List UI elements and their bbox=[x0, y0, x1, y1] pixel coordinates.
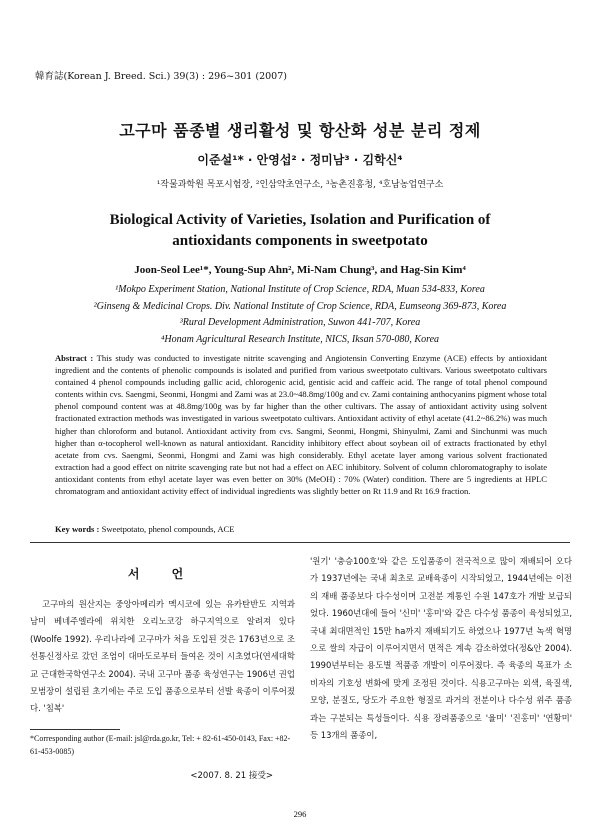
intro-left-column bbox=[30, 596, 295, 718]
intro-paragraph: 고구마의 원산지는 중앙아메리카 멕시코에 있는 유카탄반도 지역과 남미 베네주엘라에 위치한 오리노코강 하구지역으로 알려져 있다(Woolfe 1992). 우리나라에 고구마가 처음 도입된 것은 1763년으로 조선통신정사로 갔던 조엄이 대마도로부터 들여온 것이 시초였다(연세대학교 근대한국학연구소 2004). 국내 고구마 품종 육성연구는 1906년 권업모범장이 설립된 초기에는 주로 도입 품종으로부터 선발 육종이 이루어졌다. '침복' bbox=[30, 599, 295, 714]
english-title-line-2: antioxidants components in sweetpotato bbox=[172, 233, 428, 249]
english-title bbox=[60, 210, 540, 252]
korean-authors: 이준설¹* · 안영섭² · 정미남³ · 김학신⁴ bbox=[197, 153, 403, 167]
abstract bbox=[55, 352, 547, 497]
intro-paragraph-continued: '원기' '충승100호'와 같은 도입품종이 전국적으로 많이 재배되어 오다가 1937년에는 국내 최초로 교배육종이 시작되었고, 1944년에는 이전의 재배 품종보다 다수성이며 고전분 계통인 수원 147호가 개발 보급되었다. 1960년대에 들어 '신미' '홍미'와 같은 다수성 품종이 육성되었고, 국내 최대면적인 15만 ha까지 재배되기도 하였으나 1977년 녹색 혁명으로 쌀의 자급이 이루어지면서 면적은 계속 감소하였다(정&안 2004). 1990년부터는 용도별 적품종 개발이 이루어졌다. 즉 육종의 목표가 소비자의 기호성 변화에 맞게 조정된 것이다. 식용고구마는 외색, 육질색, 모양, 분질도, 당도가 주요한 형질로 과거의 전분이나 다수성 위주 품종과는 구분되는 특성들이다. 식용 장려품종으로 '율미' '진홍미' '연황미' 등 13개의 품종이, bbox=[310, 556, 572, 741]
keywords bbox=[55, 524, 235, 534]
corresponding-author-footnote: *Corresponding author (E-mail: jsl@rda.go.kr, Tel: + 82-61-450-0143, Fax: +82-61-453-0085) bbox=[30, 734, 291, 756]
keywords-label: Key words : bbox=[55, 524, 100, 534]
abstract-label: Abstract : bbox=[55, 353, 94, 363]
page-number: 296 bbox=[293, 809, 307, 819]
footnote-divider bbox=[30, 729, 120, 730]
english-authors: Joon-Seol Lee¹*, Young-Sup Ahn², Mi-Nam Chung³, and Hag-Sin Kim⁴ bbox=[134, 264, 466, 276]
english-affiliations bbox=[0, 282, 600, 348]
affiliation-2: ²Ginseng & Medicinal Crops. Div. National Institute of Crop Science, RDA, Eumseong 369-873, Korea bbox=[93, 300, 507, 312]
received-date: <2007. 8. 21 接受> bbox=[190, 771, 273, 781]
english-title-line-1: Biological Activity of Varieties, Isolation and Purification of bbox=[109, 212, 491, 228]
keywords-text: Sweetpotato, phenol compounds, ACE bbox=[101, 524, 235, 534]
section-divider bbox=[30, 542, 570, 543]
affiliation-3: ³Rural Development Administration, Suwon 441-707, Korea bbox=[179, 317, 421, 328]
section-heading: 서 언 bbox=[127, 567, 198, 581]
korean-title: 고구마 품종별 생리활성 및 항산화 성분 분리 정제 bbox=[119, 121, 481, 140]
affiliation-1: ¹Mokpo Experiment Station, National Institute of Crop Science, RDA, Muan 534-833, Korea bbox=[115, 284, 485, 295]
intro-right-column bbox=[310, 553, 572, 744]
korean-affiliations: ¹작물과학원 목포시험장, ²인삼약초연구소, ³농촌진흥청, ⁴호남농업연구소 bbox=[156, 180, 444, 190]
journal-reference: 韓育誌(Korean J. Breed. Sci.) 39(3) : 296~301 (2007) bbox=[35, 71, 287, 82]
abstract-text: This study was conducted to investigate nitrite scavenging and Angiotensin Converting Enzyme (ACE) effects by antioxidant ingredient and the contents of phenolic compounds is isolated and purified from various sweetpotato cultivars. Various sweetpotato cultivars contained 4 phenol compounds including gallic acid, chlorogenic acid, gentisic acid and caffeic acid. The range of total phenol compound contents within cvs. Saengmi, Seonmi, Hongmi and Zami was at 23.0~48.8mg/100g and cv. Zami containing anthocyanins pigment whose total phenol compound content was at 48.8mg/100g was by far higher than the other cultivars. The assay of antioxidant activity using solvent fractionated extraction methods was investigated in various sweetpotato cultivars. Antioxidant activity of ethyl acetate (41.2~86.2%) was much higher than chloroform and butanol. Antioxidant activity from cvs. Sangmi, Seonmi, Hongmi, Shinyulmi, Zami and Sinchunmi was much higher than α-tocopherol well-known as natural antioxidant. Rancidity inhibitory effect about soybean oil of extracts fractionated by ethyl acetate from cvs. Saengmi, Seonmi, Hongmi and Zami was high considerably. Ethyl acetate layer among various solvent fractionated extraction had a good effect on nitrite scavenging rate but not had a effect on AEC inhibitory. Solvent of column chloromatography to isolate antioxidant contents from ethyl acetate layer was even better on 30% (MeOH) : 70% (Water) condition. There are 5 ingredients at HPLC chromatogram and antioxidant activity effect of individual ingredients was slightly better on Rt 11.9 and Rt 16.9 fraction. bbox=[55, 353, 548, 497]
affiliation-4: ⁴Honam Agricultural Research Institute, NICS, Iksan 570-080, Korea bbox=[160, 333, 440, 345]
